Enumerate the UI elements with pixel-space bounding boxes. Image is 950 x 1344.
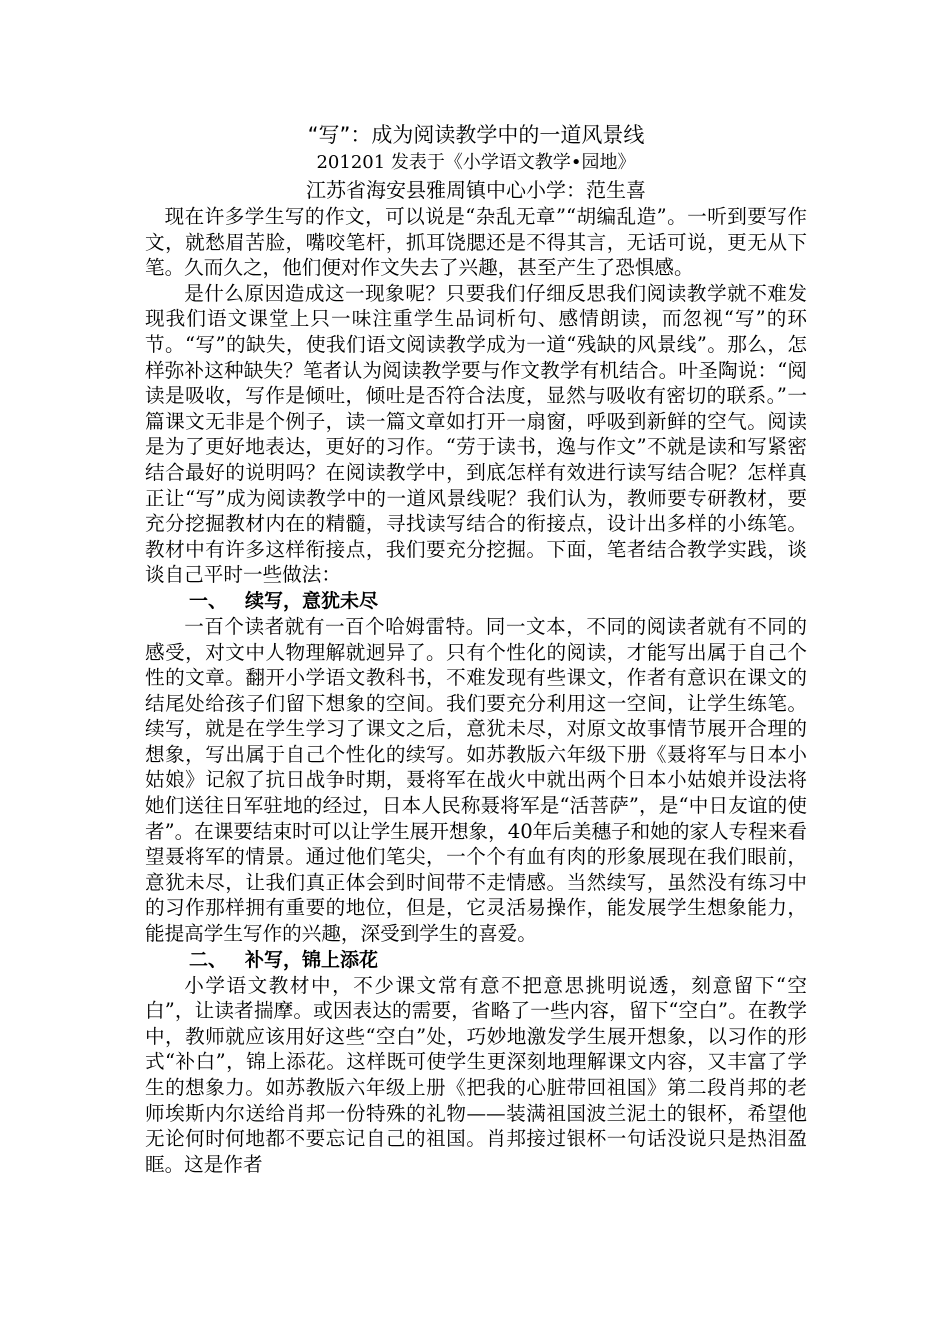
- section-number-2: 二、: [189, 948, 228, 971]
- publication-info: 201201 发表于《小学语文教学•园地》: [316, 152, 636, 173]
- section-heading-2: [145, 947, 807, 973]
- author-line: 江苏省海安县雅周镇中心小学：范生喜: [306, 178, 646, 202]
- section-heading-1: [145, 588, 807, 614]
- section-number-1: 一、: [189, 589, 228, 612]
- paragraph-intro-1: 现在许多学生写的作文，可以说是“杂乱无章”“胡编乱造”。一听到要写作文，就愁眉苦脸，嘴咬笔杆，抓耳饶腮还是不得其言，无话可说，更无从下笔。久而久之，他们便对作文失去了兴趣，甚至产生了恐惧感。: [145, 205, 807, 280]
- section-title-2: 补写，锦上添花: [245, 948, 379, 971]
- document-page: [145, 120, 807, 1177]
- section-title-1: 续写，意犹未尽: [245, 589, 379, 612]
- section-body-2: 小学语文教材中，不少课文常有意不把意思挑明说透，刻意留下“空白”，让读者揣摩。或因表达的需要，省略了一些内容，留下“空白”。在教学中，教师就应该用好这些“空白”处，巧妙地激发学生展开想象，以习作的形式“补白”，锦上添花。这样既可使学生更深刻地理解课文内容，又丰富了学生的想象力。如苏教版六年级上册《把我的心脏带回祖国》第二段肖邦的老师埃斯内尔送给肖邦一份特殊的礼物——装满祖国波兰泥土的银杯，希望他无论何时何地都不要忘记自己的祖国。肖邦接过银杯一句话没说只是热泪盈眶。这是作者: [145, 973, 807, 1176]
- document-title: “写”：成为阅读教学中的一道风景线: [307, 123, 645, 147]
- paragraph-intro-2: 是什么原因造成这一现象呢？只要我们仔细反思我们阅读教学就不难发现我们语文课堂上只一味注重学生品词析句、感情朗读，而忽视“写”的环节。“写”的缺失，使我们语文阅读教学成为一道“残缺的风景线”。那么，怎样弥补这种缺失？笔者认为阅读教学要与作文教学有机结合。叶圣陶说：“阅读是吸收，写作是倾吐，倾吐是否符合法度，显然与吸收有密切的联系。”一篇课文无非是个例子，读一篇文章如打开一扇窗，呼吸到新鲜的空气。阅读是为了更好地表达，更好的习作。“劳于读书，逸与作文”不就是读和写紧密结合最好的说明吗？在阅读教学中，到底怎样有效进行读写结合呢？怎样真正让“写”成为阅读教学中的一道风景线呢？我们认为，教师要专研教材，要充分挖掘教材内在的精髓，寻找读写结合的衔接点，设计出多样的小练笔。教材中有许多这样衔接点，我们要充分挖掘。下面，笔者结合教学实践，谈谈自己平时一些做法：: [145, 281, 807, 587]
- section-body-1: 一百个读者就有一百个哈姆雷特。同一文本，不同的阅读者就有不同的感受，对文中人物理解就迥异了。只有个性化的阅读，才能写出属于自己个性的文章。翻开小学语文教科书，不难发现有些课文，作者有意识在课文的结尾处给孩子们留下想象的空间。我们要充分利用这一空间，让学生练笔。续写，就是在学生学习了课文之后，意犹未尽，对原文故事情节展开合理的想象，写出属于自己个性化的续写。如苏教版六年级下册《聂将军与日本小姑娘》记叙了抗日战争时期，聂将军在战火中就出两个日本小姑娘并设法将她们送往日军驻地的经过，日本人民称聂将军是“活菩萨”，是“中日友谊的使者”。在课要结束时可以让学生展开想象，40年后美穗子和她的家人专程来看望聂将军的情景。通过他们笔尖，一个个有血有肉的形象展现在我们眼前，意犹未尽，让我们真正体会到时间带不走情感。当然续写，虽然没有练习中的习作那样拥有重要的地位，但是，它灵活易操作，能发展学生想象能力，能提高学生写作的兴趣，深受到学生的喜爱。: [145, 614, 807, 946]
